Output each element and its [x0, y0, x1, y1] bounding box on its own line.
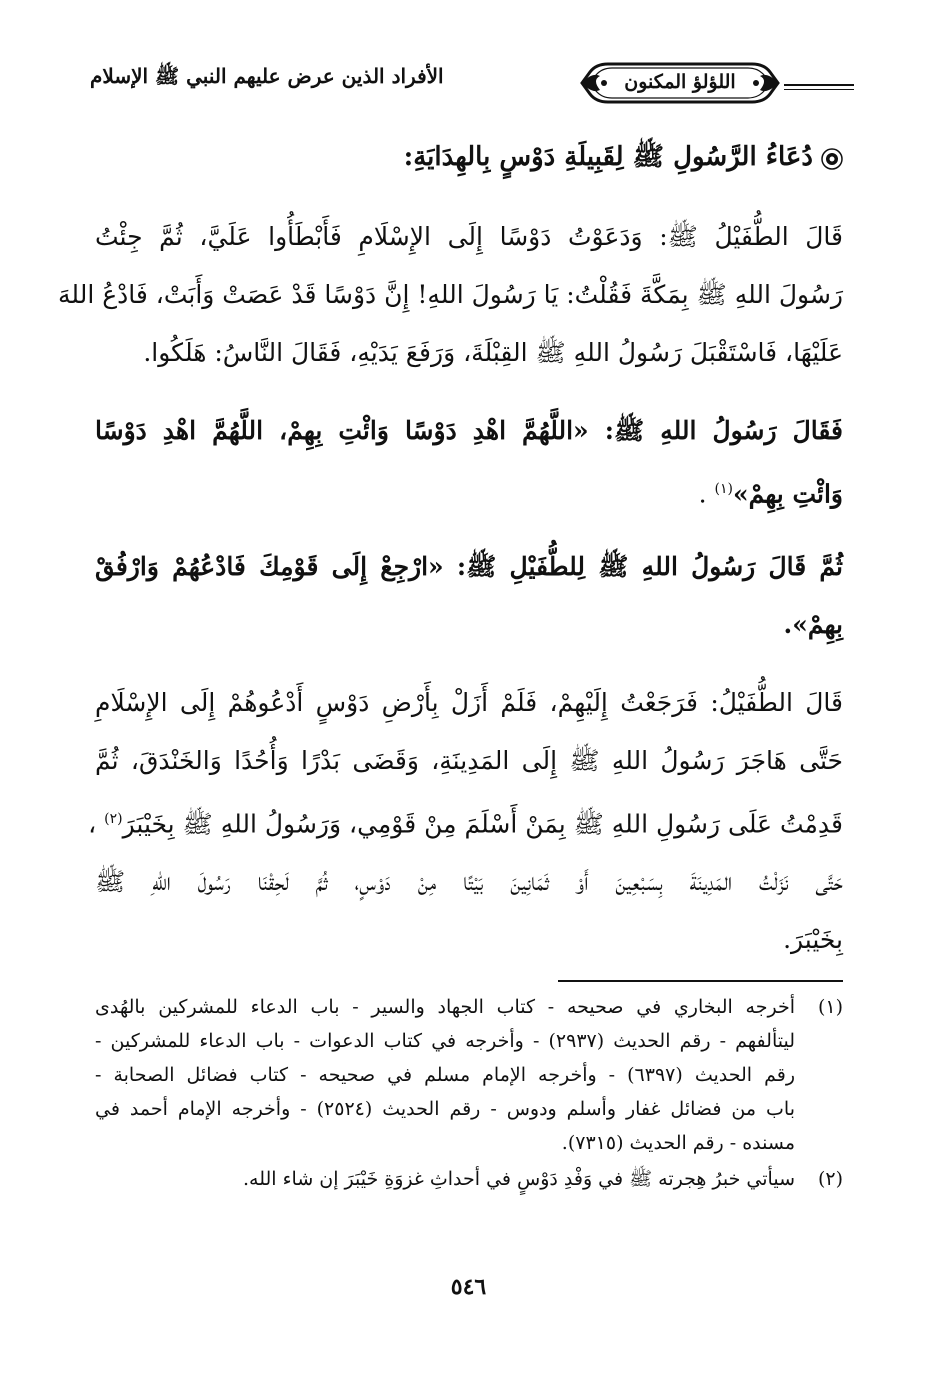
- text-line: فَقَالَ رَسُولُ اللهِ ﷺ: «اللَّهُمَّ اهْدِ دَوْسًا وَائْتِ بِهِمْ، اللَّهُمَّ اهْدِ دَوْسًا: [95, 416, 843, 445]
- text-line: بِهِمْ».: [783, 610, 843, 639]
- footnote-line: باب من فضائل غفار وأسلم ودوس - رقم الحديث (٢٥٢٤) - وأخرجه الإمام أحمد في: [95, 1098, 795, 1120]
- footnote-line: سيأتي خبرُ هِجرته ﷺ في وَفْدِ دَوْسٍ في أحداثِ غزوَةِ خَيْبَرَ إن شاء الله.: [242, 1168, 795, 1190]
- text-line: قَالَ الطُّفَيْلُ: فَرَجَعْتُ إِلَيْهِمْ، فَلَمْ أَزَلْ بِأَرْضِ دَوْسٍ أَدْعُوهُمْ إِلَى الإِسْلَامِ: [95, 688, 843, 717]
- footnote-ref: (١): [714, 481, 734, 497]
- text-line: بِخَيْبَرَ.: [783, 925, 843, 955]
- footnote-line: أخرجه البخاري في صحيحه - كتاب الجهاد والسير - باب الدعاء للمشركين بالهُدى: [95, 996, 795, 1018]
- text-segment: قَدِمْتُ عَلَى رَسُولِ اللهِ ﷺ بِمَنْ أَسْلَمَ مِنْ قَوْمِي، وَرَسُولُ اللهِ ﷺ بِخَيْبَرَ: [122, 809, 843, 839]
- paragraph: [88, 674, 843, 969]
- paragraph: [95, 402, 843, 523]
- text-line: عَلَيْهَا، فَاسْتَقْبَلَ رَسُولُ اللهِ ﷺ القِبْلَةَ، وَرَفَعَ يَدَيْهِ، فَقَالَ النَّاسُ: هَلَكُوا.: [143, 338, 843, 367]
- footnote-separator: [558, 980, 843, 982]
- footnote-line: رقم الحديث (٦٣٩٧) - وأخرجه الإمام مسلم في صحيحه - كتاب فضائل الصحابة -: [95, 1064, 795, 1086]
- footnote-number: (١): [817, 996, 843, 1018]
- footnote-number: (٢): [817, 1168, 843, 1190]
- footnote-text: [95, 1162, 795, 1196]
- page-number: ٥٤٦: [450, 1274, 487, 1300]
- section-title: الأفراد الذين عرض عليهم النبي ﷺ الإسلام: [84, 64, 578, 93]
- punctuation: .: [698, 479, 707, 509]
- footnote-line: مسنده - رقم الحديث (٧٣١٥).: [561, 1132, 795, 1154]
- flower-ornament-icon: [821, 148, 843, 170]
- book-title-cartouche: [578, 58, 782, 108]
- running-header: [84, 52, 854, 122]
- subheading-text: دُعَاءُ الرَّسُولِ ﷺ لِقَبِيلَةِ دَوْسٍ بِالهِدَايَةِ:: [403, 142, 813, 172]
- footnote: [95, 990, 843, 1160]
- punctuation: ،: [88, 809, 97, 839]
- paragraph: [95, 538, 843, 654]
- text-line: [88, 790, 843, 853]
- text-line: ثُمَّ قَالَ رَسُولُ اللهِ ﷺ لِلطُّفَيْلِ ﷺ: «ارْجِعْ إِلَى قَوْمِكَ فَادْعُهُمْ وَارْفُقْ: [95, 552, 843, 581]
- footnote-text: [95, 990, 795, 1160]
- text-line: قَالَ الطُّفَيْلُ ﷺ: وَدَعَوْتُ دَوْسًا إِلَى الإِسْلَامِ فَأَبْطَأُوا عَلَيَّ، ثُمَّ جِئْتُ: [95, 222, 843, 251]
- subheading: [404, 140, 843, 178]
- text-line: [95, 460, 843, 523]
- text-line: حَتَّى هَاجَرَ رَسُولُ اللهِ ﷺ إِلَى المَدِينَةِ، وَقَضَى بَدْرًا وَأُحُدًا وَالخَنْدَقَ، ثُمَّ: [95, 746, 843, 775]
- hadith-text: وَائْتِ بِهِمْ»: [733, 479, 843, 509]
- footnotes: [95, 990, 843, 1198]
- footnote: [95, 1162, 843, 1196]
- text-line: رَسُولَ اللهِ ﷺ بِمَكَّةَ فَقُلْتُ: يَا رَسُولَ اللهِ! إِنَّ دَوْسًا قَدْ عَصَتْ وَأَبَتْ، فَادْعُ اللهَ: [58, 280, 843, 309]
- footnote-ref: (٢): [104, 811, 123, 827]
- header-rule-right: [784, 84, 854, 93]
- paragraph: [58, 208, 843, 382]
- footnote-line: ليتألفهم - رقم الحديث (٢٩٣٧) - وأخرجه في كتاب الدعوات - باب الدعاء للمشركين -: [95, 1030, 795, 1052]
- book-title: اللؤلؤ المكنون: [624, 71, 736, 93]
- text-line: حَتَّى نَزَلْتُ المَدِينَةَ بِسَبْعِينَ أَوْ ثَمَانِينَ بَيْتًا مِنْ دَوْسٍ، ثُمَّ لَحِقْنَا رَسُولَ اللهِ ﷺ: [95, 867, 843, 897]
